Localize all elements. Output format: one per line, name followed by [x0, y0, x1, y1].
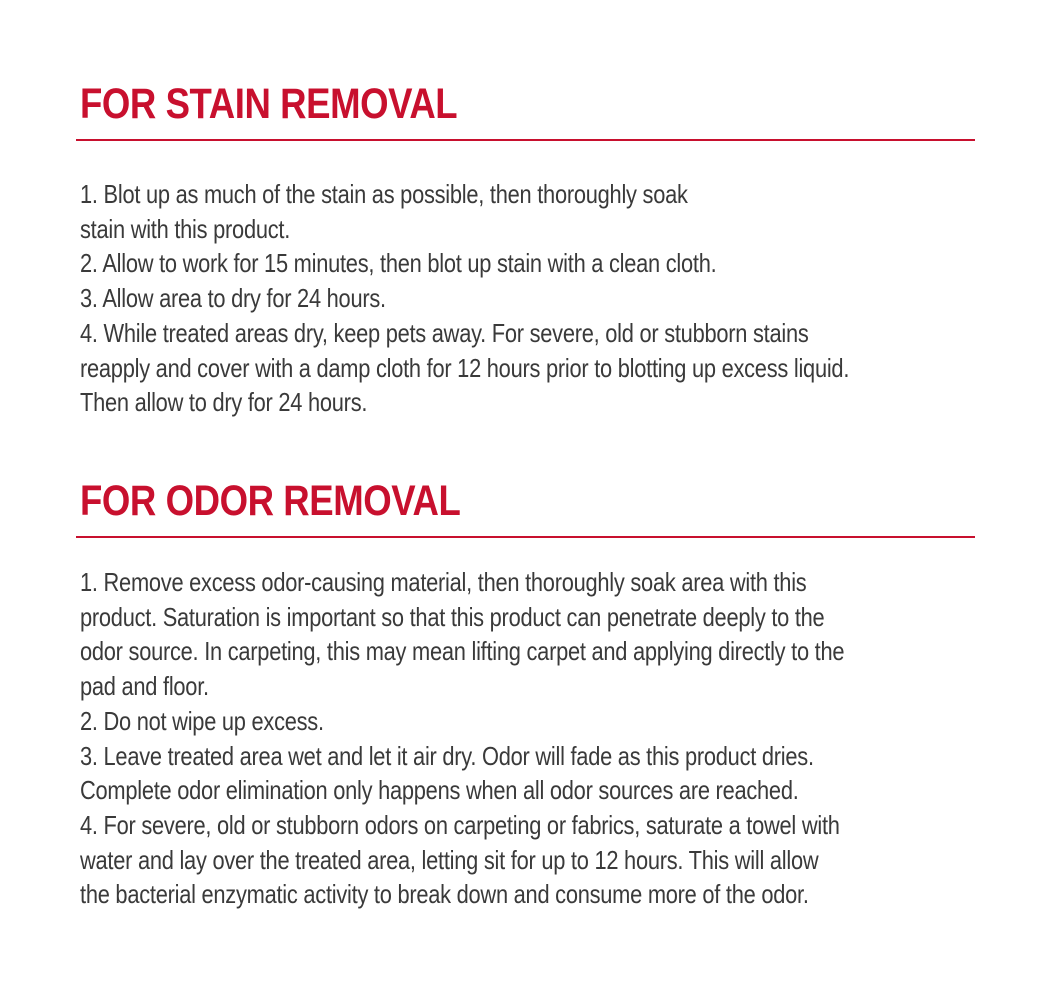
instruction-line: 2. Do not wipe up excess.: [80, 705, 324, 736]
odor-removal-heading: FOR ODOR REMOVAL: [80, 477, 461, 525]
instruction-line: 3. Leave treated area wet and let it air dry. Odor will fade as this product dries.: [80, 740, 814, 771]
stain-heading-divider: [76, 139, 975, 141]
instruction-line: product. Saturation is important so that this product can penetrate deeply to the: [80, 601, 825, 632]
instruction-line: Then allow to dry for 24 hours.: [80, 387, 368, 418]
odor-heading-divider: [76, 536, 975, 538]
instruction-line: stain with this product.: [80, 213, 291, 244]
stain-instructions: [80, 177, 975, 420]
instruction-line: 4. While treated areas dry, keep pets away. For severe, old or stubborn stains: [80, 317, 809, 348]
odor-removal-section: [80, 475, 975, 912]
instruction-line: pad and floor.: [80, 671, 209, 702]
instruction-line: 4. For severe, old or stubborn odors on carpeting or fabrics, saturate a towel with: [80, 809, 840, 840]
instruction-line: odor source. In carpeting, this may mean lifting carpet and applying directly to the: [80, 636, 845, 667]
instruction-line: 1. Remove excess odor-causing material, then thoroughly soak area with this: [80, 567, 807, 597]
odor-instructions: [80, 565, 975, 912]
instruction-line: the bacterial enzymatic activity to break down and consume more of the odor.: [80, 879, 809, 910]
instruction-line: 1. Blot up as much of the stain as possible, then thoroughly soak: [80, 179, 688, 209]
instruction-line: water and lay over the treated area, letting sit for up to 12 hours. This will allow: [80, 844, 819, 875]
instruction-line: reapply and cover with a damp cloth for 12 hours prior to blotting up excess liquid.: [80, 352, 850, 383]
stain-removal-section: [80, 78, 975, 420]
instruction-line: 2. Allow to work for 15 minutes, then blot up stain with a clean cloth.: [80, 248, 717, 279]
instruction-line: Complete odor elimination only happens when all odor sources are reached.: [80, 775, 799, 806]
stain-removal-heading: FOR STAIN REMOVAL: [80, 80, 458, 128]
instruction-line: 3. Allow area to dry for 24 hours.: [80, 283, 386, 314]
